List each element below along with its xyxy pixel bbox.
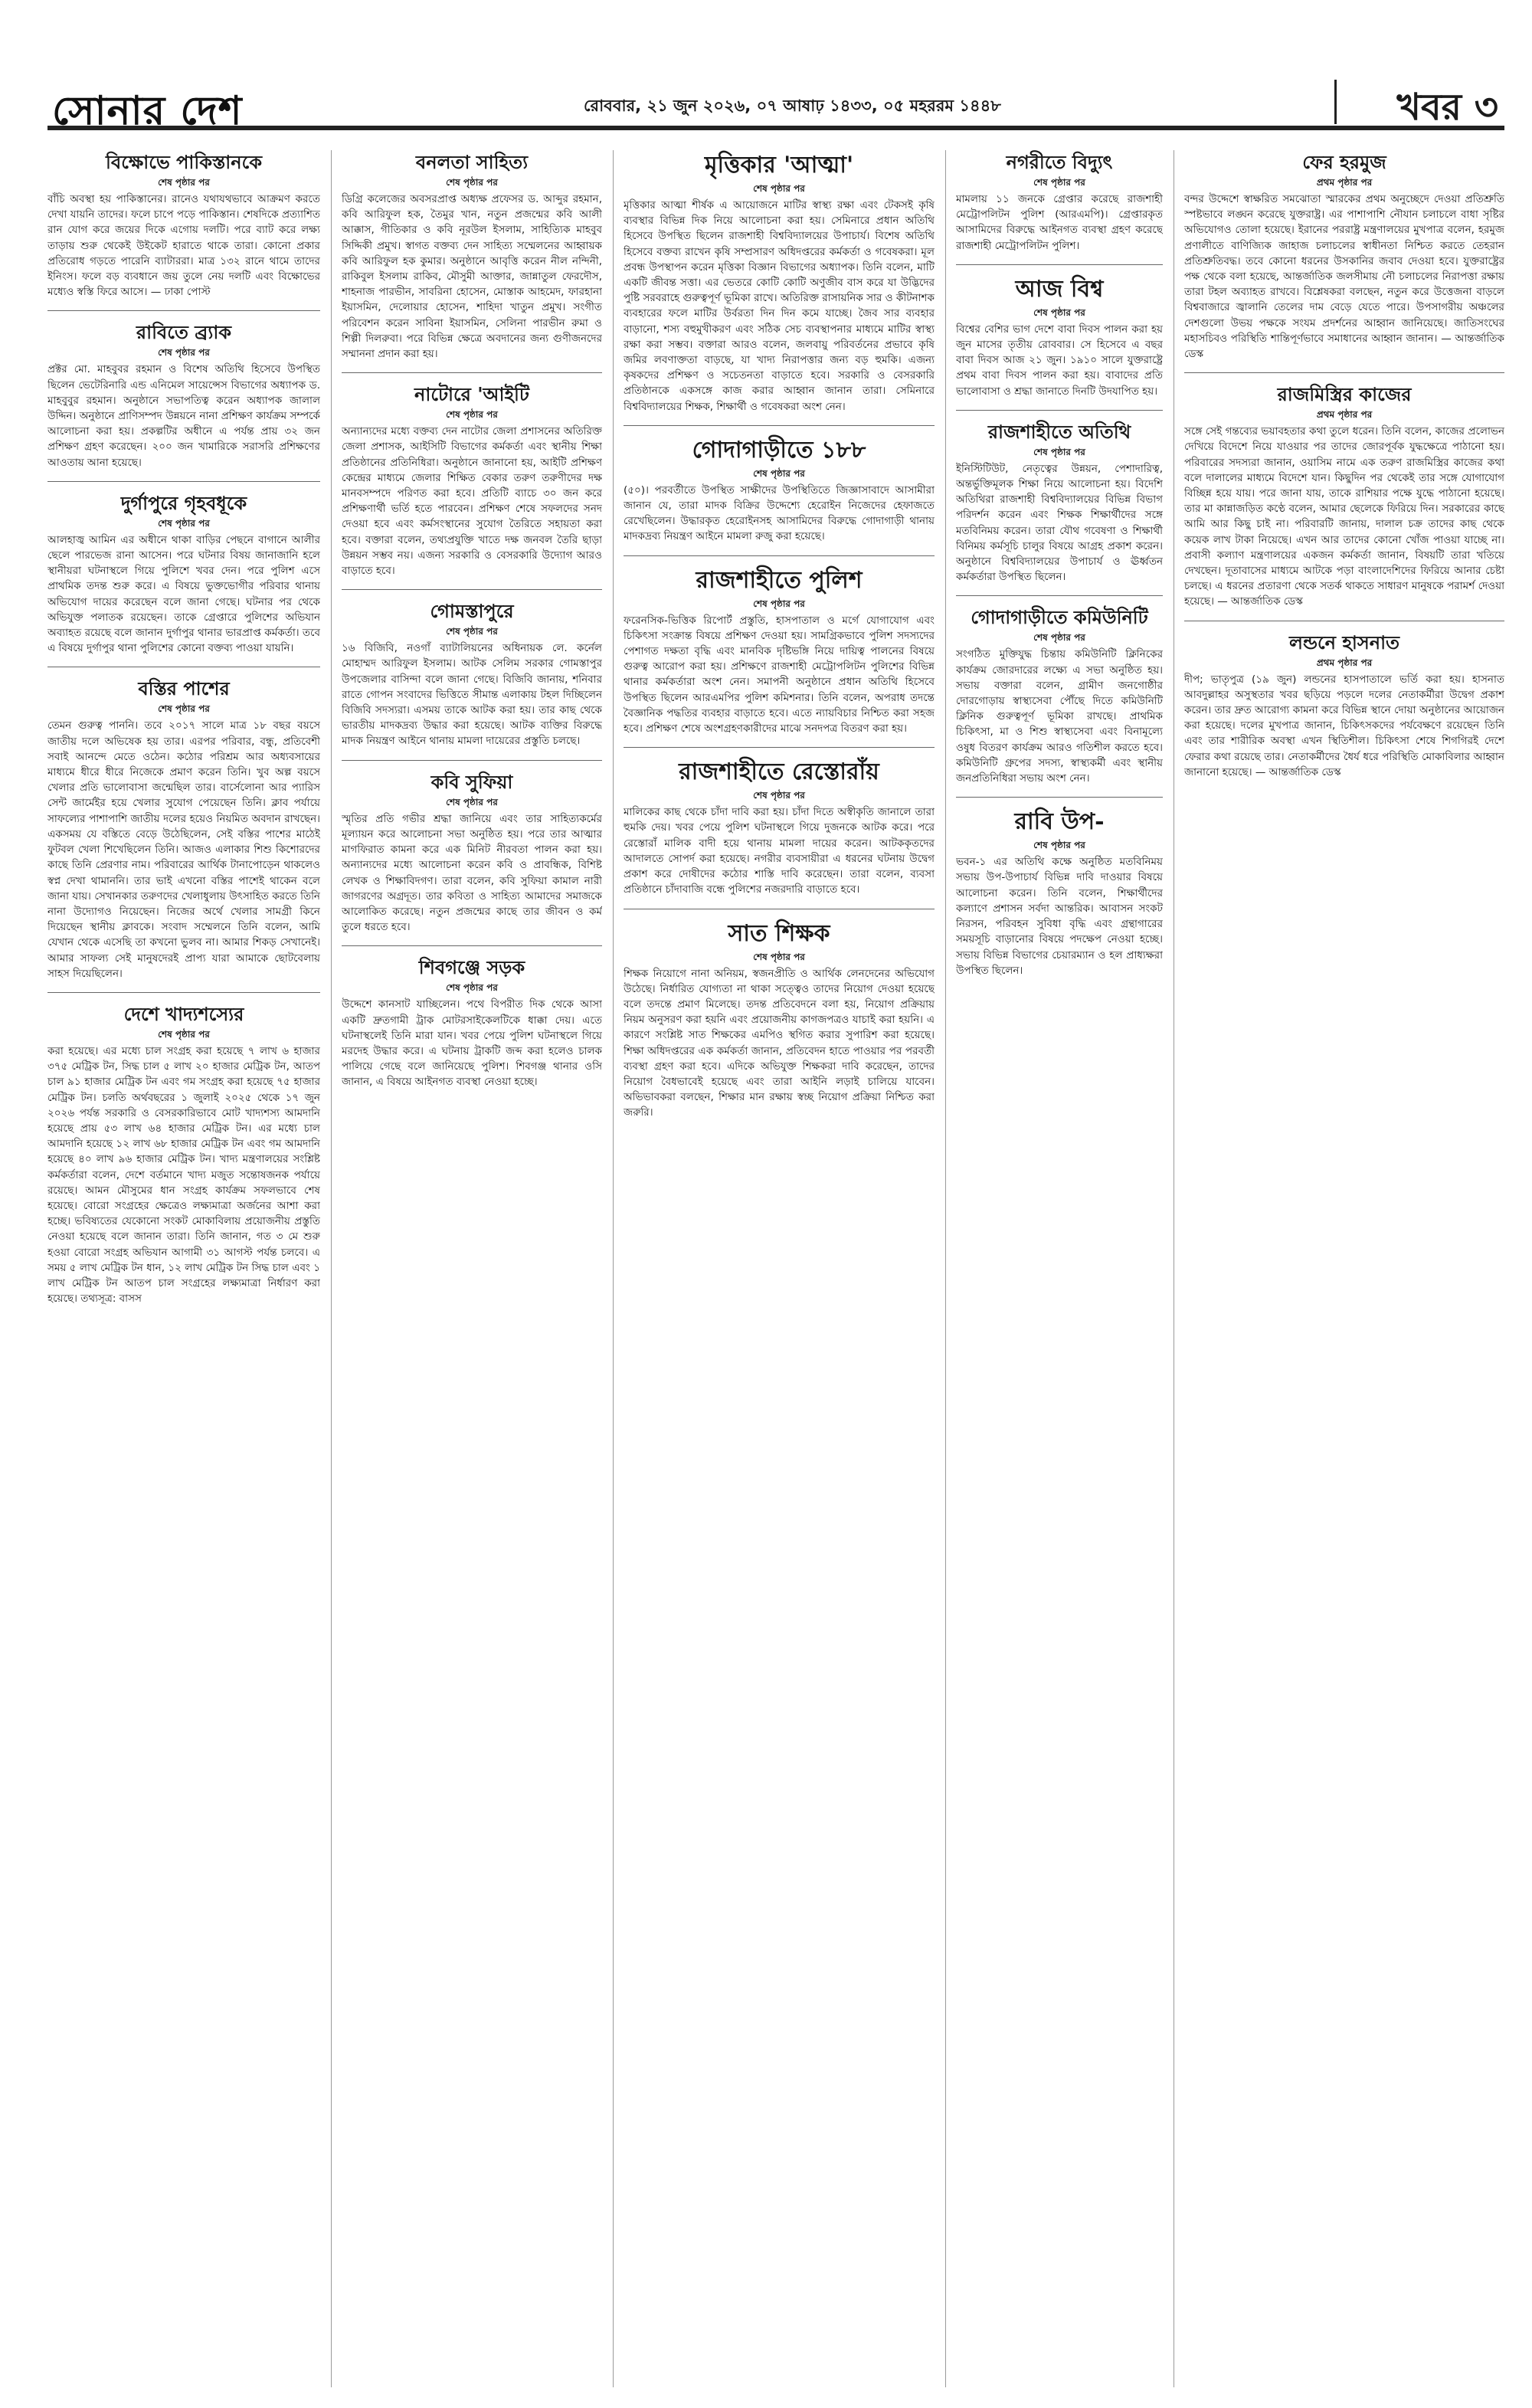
article-body: ইনিস্টিটিউট, নেতৃত্বের উন্নয়ন, পেশাদারিত্ব, অন্তর্ভুক্তিমূলক শিক্ষা নিয়ে আলোচনা হয়। বিদেশি অতিথিরা রাজশাহী বিশ্ববিদ্যালয়ের বিভিন্ন বিভাগ পরিদর্শন করেন এবং শিক্ষক শিক্ষার্থীদের সঙ্গে মতবিনিময় করেন। তারা যৌথ গবেষণা ও শিক্ষার্থী বিনিময় কর্মসূচি চালুর বিষয়ে আগ্রহ প্রকাশ করেন। অনুষ্ঠানে বিশ্ববিদ্যালয়ের উপাচার্য ও ঊর্ধ্বতন কর্মকর্তারা উপস্থিত ছিলেন। (956, 462, 1163, 584)
article-shibganj-road (342, 955, 602, 1089)
article-body: অন্যান্যদের মধ্যে বক্তব্য দেন নাটোর জেলা প্রশাসনের অতিরিক্ত জেলা প্রশাসক, আইসিটি বিভাগের কর্মকর্তা এবং স্থানীয় শিক্ষা প্রতিষ্ঠানের প্রতিনিধিরা। অনুষ্ঠানে জানানো হয়, আইটি প্রশিক্ষণ কেন্দ্রের মাধ্যমে জেলার শিক্ষিত বেকার তরুণ তরুণীদের দক্ষ মানবসম্পদে পরিণত করা হবে। প্রতিটি ব্যাচে ৩০ জন করে প্রশিক্ষণার্থী ভর্তি হতে পারবেন। প্রশিক্ষণ শেষে সফলদের সনদ দেওয়া হবে এবং কর্মসংস্থানের সুযোগ তৈরিতে সহায়তা করা হবে। বক্তারা বলেন, তথ্যপ্রযুক্তি খাতে দক্ষ জনবল তৈরি ছাড়া উন্নয়ন সম্ভব নয়। এজন্য সরকারি ও বেসরকারি উদ্যোগ আরও বাড়াতে হবে। (342, 425, 602, 578)
continued-label: প্রথম পৃষ্ঠার পর (1316, 657, 1373, 668)
article-body: সংগঠিত মুক্তিযুদ্ধ চিন্তায় কমিউনিটি ক্লিনিকের কার্যক্রম জোরদারের লক্ষ্যে এ সভা অনুষ্ঠিত হয়। সভায় বক্তারা বলেন, গ্রামীণ জনগোষ্ঠীর দোরগোড়ায় স্বাস্থ্যসেবা পৌঁছে দিতে কমিউনিটি ক্লিনিক গুরুত্বপূর্ণ ভূমিকা রাখছে। প্রাথমিক চিকিৎসা, মা ও শিশু স্বাস্থ্যসেবা এবং বিনামূল্যে ওষুধ বিতরণ কার্যক্রম আরও গতিশীল করতে হবে। কমিউনিটি গ্রুপের সদস্য, স্বাস্থ্যকর্মী এবং স্থানীয় জনপ্রতিনিধিরা সভায় অংশ নেন। (956, 648, 1163, 785)
article-headline: দেশে খাদ্যশস্যের (123, 1002, 244, 1025)
continued-label: প্রথম পৃষ্ঠার পর (1316, 177, 1373, 188)
article-hormuz (1184, 150, 1504, 362)
section-label: খবর ৩ (1396, 86, 1498, 129)
article-body: মামলায় ১১ জনকে গ্রেপ্তার করেছে রাজশাহী মেট্রোপলিটন পুলিশ (আরএমপি)। গ্রেপ্তারকৃত আসামিদের বিরুদ্ধে আইনগত ব্যবস্থা গ্রহণ করেছে রাজশাহী মেট্রোপলিটন পুলিশ। (956, 193, 1163, 252)
article-mason-work (1184, 382, 1504, 609)
article-divider (1184, 372, 1504, 373)
continued-label: শেষ পৃষ্ঠার পর (1033, 840, 1085, 851)
article-community-clinic (956, 605, 1163, 786)
continued-label: শেষ পৃষ্ঠার পর (446, 626, 498, 637)
article-headline: রাজশাহীতে পুলিশ (696, 566, 863, 594)
article-soil-soul (624, 150, 935, 414)
column-1 (47, 150, 320, 2387)
article-headline: নাটোরে 'আইটি (414, 383, 529, 406)
article-fathers-day (956, 274, 1163, 399)
continued-label: শেষ পৃষ্ঠার পর (1033, 177, 1085, 188)
article-body: ১৬ বিজিবি, নওগাঁ ব্যাটালিয়নের অধিনায়ক লে. কর্নেল মোহাম্মদ আরিফুল ইসলাম। আটক সেলিম সরকার গোমস্তাপুর উপজেলার বাসিন্দা বলে জানা গেছে। বিজিবি জানায়, শনিবার রাতে গোপন সংবাদের ভিত্তিতে সীমান্ত এলাকায় টহল দিচ্ছিলেন বিজিবি সদস্যরা। এসময় তাকে আটক করা হয়। তার কাছ থেকে ভারতীয় মাদকদ্রব্য উদ্ধার করা হয়েছে। আটক ব্যক্তির বিরুদ্ধে মাদক নিয়ন্ত্রণ আইনে থানায় মামলা দায়েরের প্রস্তুতি চলছে। (342, 642, 602, 748)
article-divider (624, 747, 935, 748)
article-body: আলহাজ্ব আমিন এর অধীনে থাকা বাড়ির পেছনে বাগানে আলীর ছেলে পারভেজ রানা আসেন। পরে ঘটনার বিষয় জানাজানি হলে স্থানীয়রা ঘটনাস্থলে গিয়ে পুলিশে খবর দেন। পরে পুলিশ এসে প্রাথমিক তদন্ত শুরু করে। এ বিষয়ে ভুক্তভোগীর পরিবার থানায় অভিযোগ দায়ের করেছেন বলে জানা গেছে। ঘটনার পর থেকে অভিযুক্ত পলাতক রয়েছেন। তাকে গ্রেপ্তারে পুলিশের অভিযান অব্যাহত রয়েছে বলে জানান দুর্গাপুর থানার ভারপ্রাপ্ত কর্মকর্তা। তবে এ বিষয়ে দুর্গাপুর থানা পুলিশের কোনো বক্তব্য পাওয়া যায়নি। (47, 533, 320, 655)
continued-label: শেষ পৃষ্ঠার পর (753, 790, 805, 801)
article-divider (956, 264, 1163, 265)
article-divider (342, 945, 602, 946)
article-gomostapur (342, 599, 602, 749)
article-body: বিশ্বের বেশির ভাগ দেশে বাবা দিবস পালন করা হয় জুন মাসের তৃতীয় রোববার। সে হিসেবে এ বছর বাবা দিবস আজ ২১ জুন। ১৯১০ সালে যুক্তরাষ্ট্রে প্রথম বাবা দিবস পালন করা হয়। বাবাদের প্রতি ভালোবাসা ও শ্রদ্ধা জানাতে দিনটি উদযাপিত হয়। (956, 323, 1163, 398)
continued-label: শেষ পৃষ্ঠার পর (446, 177, 498, 188)
article-headline: মৃত্তিকার 'আত্মা' (704, 152, 854, 179)
article-divider (342, 372, 602, 373)
article-seven-teachers (624, 919, 935, 1121)
continued-label: শেষ পৃষ্ঠার পর (446, 796, 498, 808)
article-divider (956, 410, 1163, 411)
article-durgapur (47, 491, 320, 657)
column-divider (331, 150, 332, 2387)
article-restaurant (624, 757, 935, 897)
article-body: তেমন গুরুত্ব পাননি। তবে ২০১৭ সালে মাত্র ১৮ বছর বয়সে জাতীয় দলে অভিষেক হয় তার। এরপর পরিবার, বন্ধু, প্রতিবেশী সবাই আনন্দে মেতে ওঠেন। কঠোর পরিশ্রম আর অধ্যবসায়ের মাধ্যমে ধীরে ধীরে নিজেকে প্রমাণ করেন তিনি। খুব অল্প বয়সে খেলার প্রতি ভালোবাসা জন্মেছিল তার। বার্সেলোনা আর প্যারিস সেন্ট জার্মেইর হয়ে খেলার সুযোগ পেয়েছেন তিনি। ক্লাব পর্যায়ে সাফল্যের পাশাপাশি জাতীয় দলের হয়েও নিয়মিত অবদান রাখছেন। একসময় যে বস্তিতে বেড়ে উঠেছিলেন, সেই বস্তির পাশের মাঠেই ফুটবল খেলা শিখেছিলেন তিনি। আজও এলাকার শিশু কিশোরদের কাছে তিনি প্রেরণার নাম। পরিবারের আর্থিক টানাপোড়েন থাকলেও স্বপ্ন দেখা থামাননি। তার ভাই এখনো বস্তির পাশেই থাকেন বলে জানা যায়। সেখানকার তরুণদের খেলাধুলায় উৎসাহিত করতে তিনি নানা উদ্যোগও নিয়েছেন। নিজের অর্থে খেলার সামগ্রী কিনে দিয়েছেন স্থানীয় ক্লাবকে। সংবাদ সম্মেলনে তিনি বলেন, আমি যেখান থেকে এসেছি তা কখনো ভুলব না। আমার শিকড় সেখানেই। আমার সাফল্য সেই মানুষদেরই প্রাপ্য যারা আমাকে ছোটবেলায় সাহস দিয়েছিলেন। (47, 719, 320, 980)
article-headline: রাবি উপ- (1014, 808, 1105, 836)
article-divider (624, 425, 935, 426)
continued-label: শেষ পৃষ্ঠার পর (446, 982, 498, 994)
article-headline: কবি সুফিয়া (430, 770, 513, 793)
continued-label: শেষ পৃষ্ঠার পর (446, 409, 498, 421)
continued-label: শেষ পৃষ্ঠার পর (753, 598, 805, 609)
article-divider (956, 595, 1163, 596)
article-headline: দুর্গাপুরে গৃহবধূকে (120, 491, 247, 514)
article-rabi-pro-vc (956, 807, 1163, 978)
continued-label: শেষ পৃষ্ঠার পর (753, 467, 805, 479)
article-headline: বস্তির পাশের (138, 677, 230, 700)
continued-label: শেষ পৃষ্ঠার পর (1033, 306, 1085, 318)
continued-label: শেষ পৃষ্ঠার পর (158, 1028, 210, 1040)
masthead (47, 75, 1504, 134)
column-2 (342, 150, 602, 2387)
issue-date: রোববার, ২১ জুন ২০২৬, ০৭ আষাঢ় ১৪৩৩, ০৫ মহররম ১৪৪৮ (584, 97, 1001, 115)
article-headline: আজ বিশ্ব (1015, 275, 1104, 303)
article-godagari-heroin (624, 435, 935, 545)
article-food-grain (47, 1002, 320, 1306)
article-slum (47, 677, 320, 981)
article-divider (956, 797, 1163, 798)
article-body: ডিগ্রি কলেজের অবসরপ্রাপ্ত অধ্যক্ষ প্রফেসর ড. আব্দুর রহমান, কবি আরিফুল হক, তৈমুর খান, নতুন প্রজন্মের কবি আলী আক্কাস, গীতিকার ও কবি নূরউল ইসলাম, সাহিত্যিক মাহবুব সিদ্দিকী প্রমুখ। স্বাগত বক্তব্য দেন সাহিত্য সম্মেলনের আহ্বায়ক কবি আরিফুল হক কুমার। অনুষ্ঠানে আবৃত্তি করেন নীল নন্দিনী, রাকিবুল ইসলাম রাকিব, মৌসুমী আক্তার, জান্নাতুল ফেরদৌস, শাহনাজ পারভীন, সাবরিনা হোসেন, মোস্তাক আহমেদ, ফারহানা ইয়াসমিন, দেলোয়ার হোসেন, শাহিদা খাতুন প্রমুখ। সংগীত পরিবেশন করেন সাবিনা ইয়াসমিন, সেলিনা পারভীন রুমা ও শিল্পী দিলরুবা। পরে বিভিন্ন ক্ষেত্রে অবদানের জন্য গুণীজনদের সম্মাননা প্রদান করা হয়। (342, 193, 602, 361)
article-body: ফরেনসিক-ভিত্তিক রিপোর্ট প্রস্তুতি, হাসপাতাল ও মর্গে যোগাযোগ এবং চিকিৎসা সংক্রান্ত বিষয়ে প্রশিক্ষণ দেওয়া হয়। সামগ্রিকভাবে পুলিশ সদস্যদের পেশাগত দক্ষতা বৃদ্ধি এবং মানবিক দৃষ্টিভঙ্গি নিয়ে দায়িত্ব পালনের বিষয়ে গুরুত্ব আরোপ করা হয়। প্রশিক্ষণে রাজশাহী মেট্রোপলিটন পুলিশের বিভিন্ন থানার কর্মকর্তারা অংশ নেন। সমাপনী অনুষ্ঠানে প্রধান অতিথি হিসেবে উপস্থিত ছিলেন আরএমপির পুলিশ কমিশনার। তিনি বলেন, অপরাধ তদন্তে বৈজ্ঞানিক পদ্ধতির ব্যবহার বাড়াতে হবে। এতে ন্যায়বিচার নিশ্চিত করা সহজ হবে। প্রশিক্ষণ শেষে অংশগ্রহণকারীদের মাঝে সনদপত্র বিতরণ করা হয়। (624, 614, 935, 736)
column-divider (613, 150, 614, 2387)
article-body: স্মৃতির প্রতি গভীর শ্রদ্ধা জানিয়ে এবং তার সাহিত্যকর্মের মূল্যায়ন করে আলোচনা সভা অনুষ্ঠিত হয়। পরে তার আত্মার মাগফিরাত কামনা করে এক মিনিট নীরবতা পালন করা হয়। অন্যান্যদের মধ্যে আলোচনা করেন কবি ও প্রাবন্ধিক, বিশিষ্ট লেখক ও শিক্ষাবিদগণ। তারা বলেন, কবি সুফিয়া কামাল নারী জাগরণের অগ্রদূত। তার কবিতা ও সাহিত্য আমাদের সমাজকে আলোকিত করেছে। নতুন প্রজন্মের কাছে তার জীবন ও কর্ম তুলে ধরতে হবে। (342, 812, 602, 934)
article-body: মালিকের কাছ থেকে চাঁদা দাবি করা হয়। চাঁদা দিতে অস্বীকৃতি জানালে তারা হুমকি দেয়। খবর পেয়ে পুলিশ ঘটনাস্থলে গিয়ে দুজনকে আটক করে। পরে রেস্তোরাঁ মালিক বাদী হয়ে থানায় মামলা দায়ের করেন। আটককৃতদের আদালতে সোপর্দ করা হয়েছে। নগরীর ব্যবসায়ীরা এ ধরনের ঘটনায় উদ্বেগ প্রকাশ করে দোষীদের কঠোর শাস্তি দাবি করেছেন। তারা বলেন, ব্যবসা প্রতিষ্ঠানে চাঁদাবাজি বন্ধে পুলিশের নজরদারি বাড়াতে হবে। (624, 806, 935, 896)
continued-label: শেষ পৃষ্ঠার পর (753, 183, 805, 194)
article-literature (342, 150, 602, 362)
continued-label: শেষ পৃষ্ঠার পর (158, 517, 210, 529)
continued-label: শেষ পৃষ্ঠার পর (158, 347, 210, 359)
column-3 (624, 150, 935, 2387)
article-divider (624, 555, 935, 556)
continued-label: শেষ পৃষ্ঠার পর (158, 703, 210, 715)
article-divider (342, 760, 602, 761)
continued-label: প্রথম পৃষ্ঠার পর (1316, 409, 1373, 421)
article-headline: গোমস্তাপুরে (430, 600, 514, 623)
article-body: করা হয়েছে। এর মধ্যে চাল সংগ্রহ করা হয়েছে ৭ লাখ ৬ হাজার ৩৭৫ মেট্রিক টন, সিদ্ধ চাল ৫ লাখ ২০ হাজার মেট্রিক টন, আতপ চাল ৯১ হাজার মেট্রিক টন এবং গম সংগ্রহ করা হয়েছে ৭৫ হাজার মেট্রিক টন। চলতি অর্থবছরের ১ জুলাই ২০২৫ থেকে ১৭ জুন ২০২৬ পর্যন্ত সরকারি ও বেসরকারিভাবে মোট খাদ্যশস্য আমদানি হয়েছে প্রায় ৫৩ লাখ ৬৪ হাজার মেট্রিক টন। এর মধ্যে চাল আমদানি হয়েছে ১২ লাখ ৬৮ হাজার মেট্রিক টন এবং গম আমদানি হয়েছে ৪০ লাখ ৯৬ হাজার মেট্রিক টন। খাদ্য মন্ত্রণালয়ের সংশ্লিষ্ট কর্মকর্তারা বলেন, দেশে বর্তমানে খাদ্য মজুত সন্তোষজনক পর্যায়ে রয়েছে। আমন মৌসুমের ধান সংগ্রহ কার্যক্রম সফলভাবে শেষ হয়েছে। বোরো সংগ্রহের ক্ষেত্রেও লক্ষ্যমাত্রা অর্জনের আশা করা হচ্ছে। ভবিষ্যতের যেকোনো সংকট মোকাবিলায় প্রয়োজনীয় প্রস্তুতি নেওয়া হয়েছে বলে জানান তারা। তিনি জানান, গত ৩ মে শুরু হওয়া বোরো সংগ্রহ অভিযান আগামী ৩১ আগস্ট পর্যন্ত চলবে। এ সময় ৫ লাখ মেট্রিক টন ধান, ১২ লাখ মেট্রিক টন সিদ্ধ চাল এবং ১ লাখ মেট্রিক টন আতপ চাল সংগ্রহের লক্ষ্যমাত্রা নির্ধারণ করা হয়েছে। তথ্যসূত্র: বাসস (47, 1044, 320, 1306)
article-rajshahi-guests (956, 420, 1163, 585)
article-headline: শিবগঞ্জে সড়ক (418, 956, 525, 979)
article-headline: রাজশাহীতে রেস্তোরাঁয় (679, 758, 879, 786)
continued-label: শেষ পৃষ্ঠার পর (1033, 632, 1085, 644)
article-body: দীপ; ভাতৃপুত্র (১৯ জুন) লন্ডনের হাসপাতালে ভর্তি করা হয়। হাসনাত আবদুল্লাহর অসুস্থতার খবর ছড়িয়ে পড়লে দলের নেতাকর্মীরা উদ্বেগ প্রকাশ করেন। তার দ্রুত আরোগ্য কামনা করে বিভিন্ন স্থানে দোয়া অনুষ্ঠানের আয়োজন করা হয়েছে। দলের মুখপাত্র জানান, চিকিৎসকদের পর্যবেক্ষণে রয়েছেন তিনি এবং তার শারীরিক অবস্থা এখন স্থিতিশীল। চিকিৎসা শেষে শিগগিরই দেশে ফেরার কথা রয়েছে তার। নেতাকর্মীদের ধৈর্য ধরে পরিস্থিতি মোকাবিলার আহ্বান জানানো হয়েছে। — আন্তর্জাতিক ডেস্ক (1184, 673, 1504, 778)
article-rajshahi-police (624, 565, 935, 737)
article-body: শিক্ষক নিয়োগে নানা অনিয়ম, স্বজনপ্রীতি ও আর্থিক লেনদেনের অভিযোগ উঠেছে। নির্ধারিত যোগ্যতা না থাকা সত্ত্বেও তাদের নিয়োগ দেওয়া হয়েছে বলে তদন্তে প্রমাণ মিলেছে। তদন্ত প্রতিবেদনে বলা হয়, নিয়োগ প্রক্রিয়ায় নিয়ম অনুসরণ করা হয়নি এবং প্রয়োজনীয় কাগজপত্রও যাচাই করা হয়নি। এ কারণে সংশ্লিষ্ট সাত শিক্ষকের এমপিও স্থগিত করার সুপারিশ করা হয়েছে। শিক্ষা অধিদপ্তরের এক কর্মকর্তা জানান, প্রতিবেদন হাতে পাওয়ার পর পরবর্তী ব্যবস্থা গ্রহণ করা হবে। এদিকে অভিযুক্ত শিক্ষকরা দাবি করেছেন, তাদের নিয়োগ বৈধভাবেই হয়েছে এবং তারা আইনি লড়াই চালিয়ে যাবেন। অভিভাবকরা বলছেন, শিক্ষার মান রক্ষায় স্বচ্ছ নিয়োগ প্রক্রিয়া নিশ্চিত করা জরুরি। (624, 967, 935, 1119)
article-body: মৃত্তিকার আত্মা শীর্ষক এ আয়োজনে মাটির স্বাস্থ্য রক্ষা এবং টেকসই কৃষি ব্যবস্থার বিভিন্ন দিক নিয়ে আলোচনা করা হয়। সেমিনারে প্রধান অতিথি হিসেবে উপস্থিত ছিলেন রাজশাহী বিশ্ববিদ্যালয়ের উপাচার্য। বিশেষ অতিথি হিসেবে বক্তব্য রাখেন কৃষি সম্প্রসারণ অধিদপ্তরের কর্মকর্তা ও গবেষকরা। মূল প্রবন্ধ উপস্থাপন করেন মৃত্তিকা বিজ্ঞান বিভাগের অধ্যাপক। তিনি বলেন, মাটি একটি জীবন্ত সত্তা। এর ভেতরে কোটি কোটি অণুজীব বাস করে যা উদ্ভিদের পুষ্টি সরবরাহে গুরুত্বপূর্ণ ভূমিকা রাখে। অতিরিক্ত রাসায়নিক সার ও কীটনাশক ব্যবহারের ফলে মাটির উর্বরতা দিন দিন কমে যাচ্ছে। জৈব সার ব্যবহার বাড়ানো, শস্য বহুমুখীকরণ এবং সঠিক সেচ ব্যবস্থাপনার মাধ্যমে মাটির স্বাস্থ্য রক্ষা করা সম্ভব। বক্তারা আরও বলেন, জলবায়ু পরিবর্তনের প্রভাবে কৃষি জমির লবণাক্ততা বাড়ছে, যা খাদ্য নিরাপত্তার জন্য বড় হুমকি। এজন্য কৃষকদের প্রশিক্ষণ ও সচেতনতা বাড়াতে হবে। সরকারি ও বেসরকারি প্রতিষ্ঠানকে একসঙ্গে কাজ করার আহ্বান জানান তারা। সেমিনারে বিশ্ববিদ্যালয়ের শিক্ষক, শিক্ষার্থী ও গবেষকরা অংশ নেন। (624, 199, 935, 413)
article-body: সঙ্গে সেই গন্তব্যের ভয়াবহতার কথা তুলে ধরেন। তিনি বলেন, কাজের প্রলোভন দেখিয়ে বিদেশে নিয়ে যাওয়ার পর তাদের জোরপূর্বক যুদ্ধক্ষেত্রে পাঠানো হয়। পরিবারের সদস্যরা জানান, ওয়াসিম নামে এক তরুণ রাজমিস্ত্রির কাজের কথা বলে দালালের মাধ্যমে বিদেশে যান। কিছুদিন পর থেকেই তার সঙ্গে যোগাযোগ বিচ্ছিন্ন হয়ে যায়। পরে জানা যায়, তাকে রাশিয়ার পক্ষে যুদ্ধে পাঠানো হয়েছে। তার মা কান্নাজড়িত কণ্ঠে বলেন, আমার ছেলেকে ফিরিয়ে দিন। সরকারের কাছে আমি আর কিছু চাই না। পরিবারটি জানায়, দালাল চক্র তাদের কাছ থেকে কয়েক লাখ টাকা নিয়েছে। এখন আর তাদের কোনো খোঁজ পাওয়া যাচ্ছে না। প্রবাসী কল্যাণ মন্ত্রণালয়ের একজন কর্মকর্তা জানান, বিষয়টি তারা খতিয়ে দেখছেন। দূতাবাসের মাধ্যমে আটকে পড়া বাংলাদেশিদের ফিরিয়ে আনার চেষ্টা চলছে। এ ধরনের প্রতারণা থেকে সতর্ক থাকতে সাধারণ মানুষকে পরামর্শ দেওয়া হয়েছে। — আন্তর্জাতিক ডেস্ক (1184, 425, 1504, 608)
continued-label: শেষ পৃষ্ঠার পর (1033, 446, 1085, 457)
article-pakistan (47, 150, 320, 300)
article-body: প্রক্টর মো. মাহবুবর রহমান ও বিশেষ অতিথি হিসেবে উপস্থিত ছিলেন ভেটেরিনারি এন্ড এনিমেল সায়েন্সেস বিভাগের অধ্যাপক ড. মাহবুবুর রহমান। অনুষ্ঠানে সভাপতিত্ব করেন অধ্যাপক জালাল উদ্দিন। অনুষ্ঠানে প্রাণিসম্পদ উন্নয়নে নানা প্রশিক্ষণ কার্যক্রম সম্পর্কে আলোচনা করা হয়। প্রকল্পটির অধীনে এ পর্যন্ত প্রায় ৩২ জন প্রশিক্ষণ গ্রহণ করেছেন। ২০০ জন খামারিকে সরাসরি প্রশিক্ষণের আওতায় আনা হয়েছে। (47, 363, 320, 469)
article-headline: বিক্ষোভে পাকিস্তানকে (105, 151, 263, 173)
article-brac (47, 320, 320, 470)
article-body: ভবন-১ এর অতিথি কক্ষে অনুষ্ঠিত মতবিনিময় সভায় উপ-উপাচার্য বিভিন্ন দাবি দাওয়ার বিষয়ে আলোচনা করেন। তিনি বলেন, শিক্ষার্থীদের কল্যাণে প্রশাসন সর্বদা আন্তরিক। আবাসন সংকট নিরসন, পরিবহন সুবিধা বৃদ্ধি এবং গ্রন্থাগারের সময়সূচি বাড়ানোর বিষয়ে পদক্ষেপ নেওয়া হচ্ছে। সভায় বিভিন্ন বিভাগের চেয়ারম্যান ও হল প্রাধ্যক্ষরা উপস্থিত ছিলেন। (956, 856, 1163, 977)
article-body: উদ্দেশে কানসাট যাচ্ছিলেন। পথে বিপরীত দিক থেকে আসা একটি দ্রুতগামী ট্রাক মোটরসাইকেলটিকে ধাক্কা দেয়। এতে ঘটনাস্থলেই তিনি মারা যান। খবর পেয়ে পুলিশ ঘটনাস্থলে গিয়ে মরদেহ উদ্ধার করে। এ ঘটনায় ট্রাকটি জব্দ করা হলেও চালক পালিয়ে গেছে বলে জানিয়েছে পুলিশ। শিবগঞ্জ থানার ওসি জানান, এ বিষয়ে আইনগত ব্যবস্থা নেওয়া হচ্ছে। (342, 998, 602, 1089)
article-poet-sufia (342, 770, 602, 935)
newspaper-page (47, 75, 1504, 2389)
article-headline: নগরীতে বিদ্যুৎ (1006, 151, 1113, 173)
column-5 (1184, 150, 1504, 2387)
article-headline: সাত শিক্ষক (728, 919, 830, 947)
article-headline: বনলতা সাহিত্য (415, 151, 529, 173)
article-body: বাঁচি অবস্থা হয় পাকিস্তানের। রানেও যথাযথভাবে আক্রমণ করতে দেখা যায়নি তাদের। ফলে চাপে পড়ে পাকিস্তান। শেষদিকে প্রত্যাশিত রান যোগ করে জয়ের দিকে এগোয় দলটি। পরে ব্যাট করে লক্ষ্য তাড়ায় শুরু থেকেই উইকেট হারাতে থাকে তারা। কোনো প্রকার প্রতিরোধ গড়তে পারেনি ব্যাটাররা। মাত্র ১৩২ রানে থামে তাদের ইনিংস। ফলে বড় ব্যবধানে জয় তুলে নেয় দলটি এবং বিক্ষোভের মধ্যেও স্বস্তি ফিরে আসে। — ঢাকা পোস্ট (47, 193, 320, 299)
masthead-divider (1334, 80, 1337, 124)
article-body: (৫০)। পরবর্তীতে উপস্থিত সাক্ষীদের উপস্থিতিতে জিজ্ঞাসাবাদে আসামীরা জানান যে, তারা মাদক বিক্রির উদ্দেশ্যে হেরোইন নিজেদের হেফাজতে রেখেছিলেন। উদ্ধারকৃত হেরোইনসহ আসামিদের বিরুদ্ধে গোদাগাড়ী থানায় মাদকদ্রব্য নিয়ন্ত্রণ আইনে মামলা রুজু করা হয়েছে। (624, 483, 935, 543)
article-body: বন্দর উদ্দেশে স্বাক্ষরিত সমঝোতা স্মারকের প্রথম অনুচ্ছেদে দেওয়া প্রতিশ্রুতি স্পষ্টভাবে লঙ্ঘন করেছে যুক্তরাষ্ট্র। এর পাশাপাশি নৌযান চলাচলে বাধা সৃষ্টির অভিযোগও তোলা হয়েছে। ইরানের পররাষ্ট্র মন্ত্রণালয়ের মুখপাত্র বলেন, হরমুজ প্রণালীতে বাণিজ্যিক জাহাজ চলাচলের স্বাধীনতা নিশ্চিত করতে তেহরান প্রতিশ্রুতিবদ্ধ। তবে কোনো ধরনের উসকানির জবাব দেওয়া হবে। যুক্তরাষ্ট্রের পক্ষ থেকে বলা হয়েছে, আন্তর্জাতিক জলসীমায় নৌ চলাচলের নিরাপত্তা রক্ষায় তারা টহল অব্যাহত রাখবে। বিশ্লেষকরা বলছেন, নতুন করে উত্তেজনা বাড়লে বিশ্ববাজারে জ্বালানি তেলের দাম বেড়ে যেতে পারে। উপসাগরীয় অঞ্চলের দেশগুলো উভয় পক্ষকে সংযম প্রদর্শনের আহ্বান জানিয়েছে। জাতিসংঘের মহাসচিবও পরিস্থিতি শান্তিপূর্ণভাবে সমাধানের আহ্বান জানান। — আন্তর্জাতিক ডেস্ক (1184, 193, 1504, 361)
article-headline: লন্ডনে হাসনাত (1288, 631, 1400, 654)
newspaper-logo: সোনার দেশ (52, 87, 243, 134)
column-divider (945, 150, 946, 2387)
article-divider (47, 481, 320, 482)
article-headline: ফের হরমুজ (1302, 151, 1386, 173)
continued-label: শেষ পৃষ্ঠার পর (158, 177, 210, 188)
article-divider (47, 310, 320, 311)
article-headline: গোদাগাড়ীতে কমিউনিটি (971, 606, 1148, 629)
article-headline: রাজশাহীতে অতিথি (987, 420, 1131, 443)
article-natore-it (342, 382, 602, 578)
article-headline: রাজমিস্ত্রির কাজের (1277, 383, 1412, 406)
article-headline: রাবিতে ব্র্যাক (136, 321, 232, 344)
article-headline: গোদাগাড়ীতে ১৮৮ (692, 436, 866, 464)
article-london-hasnat (1184, 631, 1504, 780)
column-4 (956, 150, 1163, 2387)
article-divider (47, 992, 320, 993)
article-electricity (956, 150, 1163, 254)
article-divider (342, 589, 602, 590)
continued-label: শেষ পৃষ্ঠার পর (753, 951, 805, 962)
